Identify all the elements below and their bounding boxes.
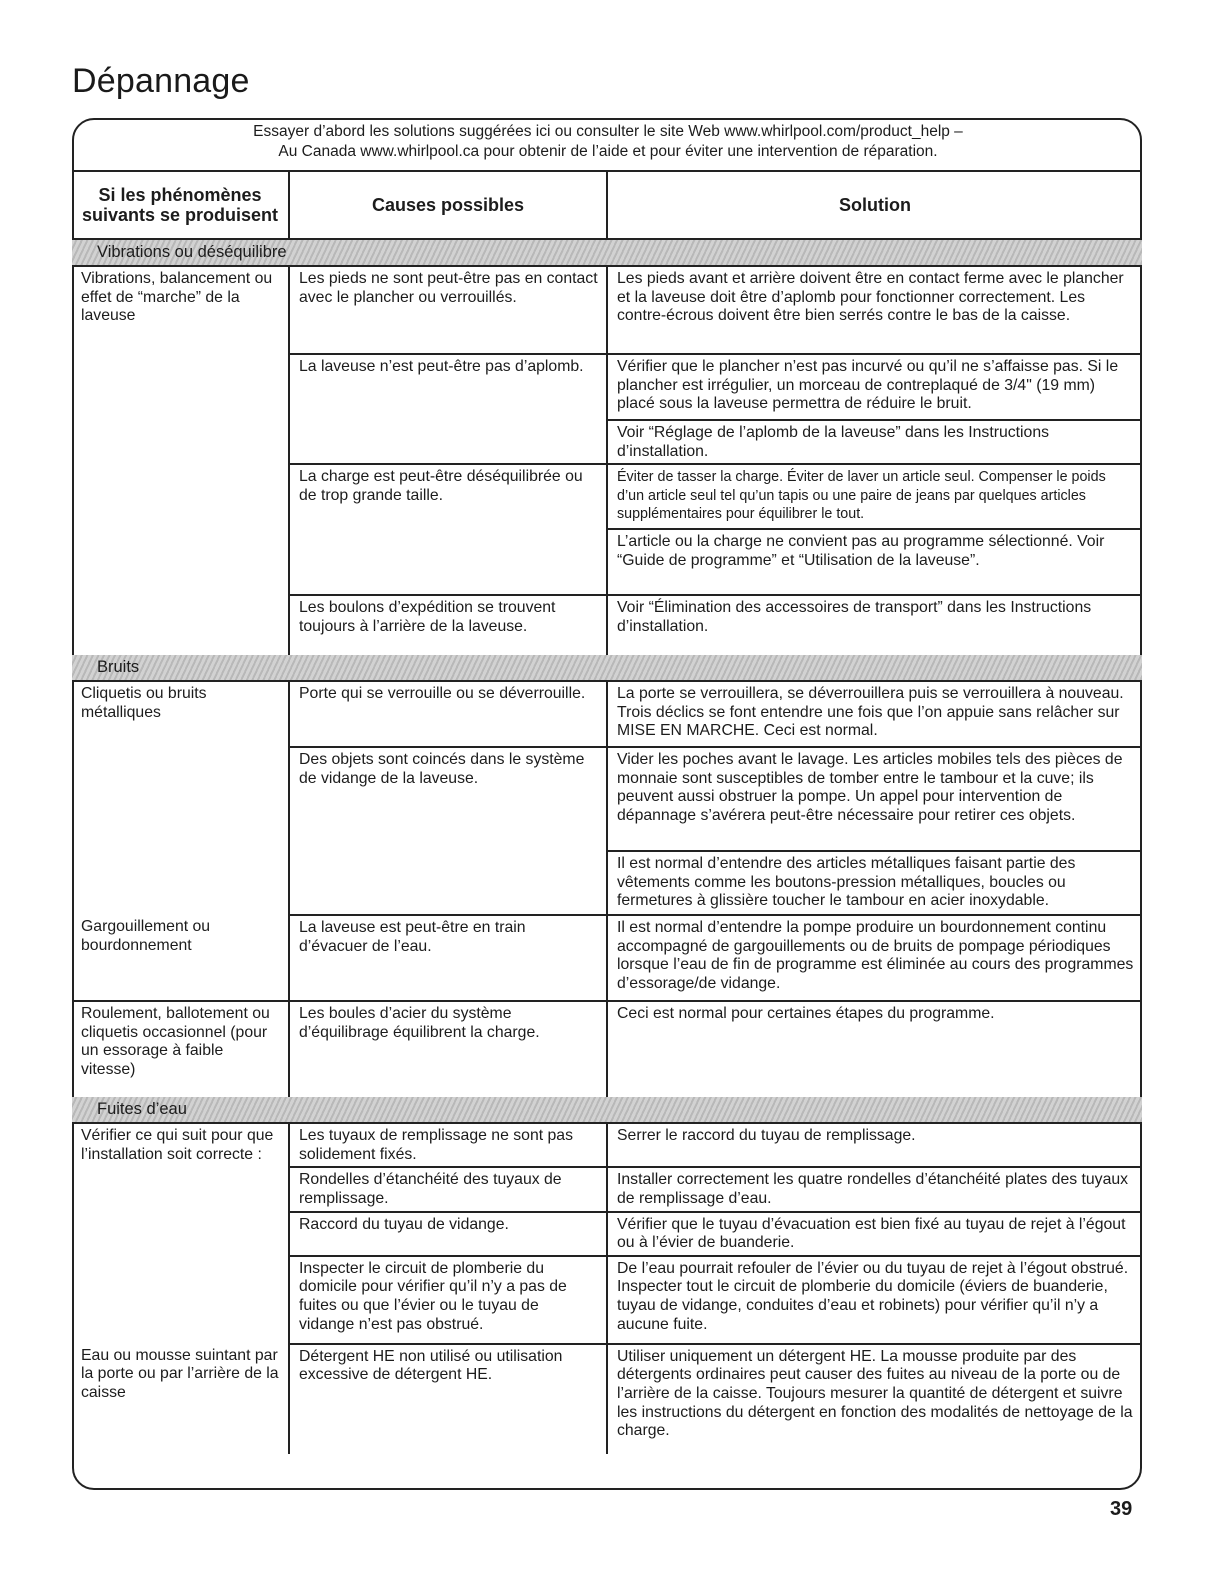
cause-cell: Inspecter le circuit de plomberie du domicile pour vérifier qu’il n’y a pas de fuites ou que l’évier ou le tuyau de vidange n’est pas obstrué. bbox=[289, 1256, 607, 1344]
symptom-cell: Cliquetis ou bruits métalliques bbox=[72, 681, 289, 915]
header-solution: Solution bbox=[607, 171, 1142, 239]
header-cause: Causes possibles bbox=[289, 171, 607, 239]
solution-cell: Utiliser uniquement un détergent HE. La mousse produite par des détergents ordinaires peut causer des fuites au niveau de la porte ou de l’arrière de la caisse. Toujours mesurer la quantité de détergent et suivre les instructions du détergent en fonction des modalités de nettoyage de la charge. bbox=[617, 1347, 1133, 1440]
table-row bbox=[72, 1344, 1142, 1454]
section-title-vibrations: Vibrations ou déséquilibre bbox=[72, 239, 1142, 266]
cause-cell: Porte qui se verrouille ou se déverrouille. bbox=[289, 681, 607, 747]
solution-cell: Installer correctement les quatre rondelles d’étanchéité plates des tuyaux de remplissage d’eau. bbox=[607, 1167, 1142, 1211]
cause-cell: Des objets sont coincés dans le système de vidange de la laveuse. bbox=[289, 747, 607, 915]
page-number: 39 bbox=[1110, 1498, 1133, 1520]
symptom-cell: Gargouillement ou bourdonnement bbox=[72, 915, 289, 1001]
cause-cell: Rondelles d’étanchéité des tuyaux de remplissage. bbox=[289, 1167, 607, 1211]
cause-cell: Les boulons d’expédition se trouvent toujours à l’arrière de la laveuse. bbox=[289, 595, 607, 655]
table-row bbox=[72, 1123, 1142, 1167]
solution-cell: Les pieds avant et arrière doivent être en contact ferme avec le plancher et la laveuse doit être d’aplomb pour fonctionner correctement. Les contre-écrous doivent être bien serrés contre le bas de la caisse. bbox=[607, 266, 1142, 354]
cause-cell: Les pieds ne sont peut-être pas en contact avec le plancher ou verrouillés. bbox=[289, 266, 607, 354]
header-symptom: Si les phénomènes suivants se produisent bbox=[72, 171, 289, 239]
symptom-cell: Eau ou mousse suintant par la porte ou par l’arrière de la caisse bbox=[72, 1344, 289, 1454]
troubleshooting-table bbox=[72, 170, 1142, 1454]
solution-cell: Voir “Réglage de l’aplomb de la laveuse” dans les Instructions d’installation. bbox=[607, 420, 1142, 464]
solution-cell: L’article ou la charge ne convient pas au programme sélectionné. Voir “Guide de programme” et “Utilisation de la laveuse”. bbox=[607, 529, 1142, 595]
cause-cell: La charge est peut-être déséquilibrée ou de trop grande taille. bbox=[289, 464, 607, 595]
table-header-row bbox=[72, 171, 1142, 239]
cause-cell: Les boules d’acier du système d’équilibrage équilibrent la charge. bbox=[289, 1001, 607, 1097]
section-title-fuites: Fuites d’eau bbox=[72, 1097, 1142, 1123]
intro-line-1: Essayer d’abord les solutions suggérées ici ou consulter le site Web www.whirlpool.com/product_help – bbox=[253, 123, 963, 140]
solution-cell: Serrer le raccord du tuyau de remplissage. bbox=[607, 1123, 1142, 1167]
section-header-row bbox=[72, 1097, 1142, 1123]
solution-cell: Vider les poches avant le lavage. Les articles mobiles tels des pièces de monnaie sont susceptibles de tomber entre le tambour et la cuve; ils peuvent aussi obstruer la pompe. Un appel pour intervention de dépannage s’avérera peut-être nécessaire pour retirer ces objets. bbox=[607, 747, 1142, 851]
solution-cell: Il est normal d’entendre des articles métalliques faisant partie des vêtements comme les boutons-pression métalliques, boucles ou fermetures à glissière toucher le tambour en acier inoxydable. bbox=[607, 851, 1142, 915]
solution-cell: Ceci est normal pour certaines étapes du programme. bbox=[617, 1005, 995, 1023]
section-header-row bbox=[72, 655, 1142, 681]
cause-cell: La laveuse n’est peut-être pas d’aplomb. bbox=[289, 354, 607, 464]
intro-line-2: Au Canada www.whirlpool.ca pour obtenir de l’aide et pour éviter une intervention de réparation. bbox=[278, 143, 938, 160]
solution-cell: La porte se verrouillera, se déverrouillera puis se verrouillera à nouveau. Trois déclics se font entendre une fois que l’on appuie sans relâcher sur MISE EN MARCHE. Ceci est normal. bbox=[607, 681, 1142, 747]
table-row bbox=[72, 915, 1142, 1001]
cause-cell: Détergent HE non utilisé ou utilisation excessive de détergent HE. bbox=[289, 1344, 607, 1454]
table-row bbox=[72, 1001, 1142, 1097]
symptom-cell: Vérifier ce qui suit pour que l’installation soit correcte : bbox=[72, 1123, 289, 1344]
solution-cell: Il est normal d’entendre la pompe produire un bourdonnement continu accompagné de gargouillements ou de bruits de pompage périodiques lorsque l’eau de fin de programme est éliminée au cours des programmes d’essorage/de vidange. bbox=[607, 915, 1142, 1001]
page-title: Dépannage bbox=[72, 62, 250, 100]
solution-cell: Vérifier que le plancher n’est pas incurvé ou qu’il ne s’affaisse pas. Si le plancher est irrégulier, un morceau de contreplaqué de 3/4" (19 mm) placé sous la laveuse permettra de réduire le bruit. bbox=[607, 354, 1142, 420]
table-row bbox=[72, 681, 1142, 747]
solution-cell: Éviter de tasser la charge. Éviter de laver un article seul. Compenser le poids d’un article seul tel qu’un tapis ou une paire de jeans par quelques articles supplémentaires pour équilibrer le tout. bbox=[607, 464, 1142, 529]
cause-cell: Raccord du tuyau de vidange. bbox=[289, 1212, 607, 1256]
section-title-bruits: Bruits bbox=[72, 655, 1142, 681]
cause-cell: Les tuyaux de remplissage ne sont pas solidement fixés. bbox=[289, 1123, 607, 1167]
table-row bbox=[72, 266, 1142, 354]
intro-text bbox=[80, 122, 1136, 162]
solution-cell: Vérifier que le tuyau d’évacuation est bien fixé au tuyau de rejet à l’égout ou à l’évier de buanderie. bbox=[607, 1212, 1142, 1256]
section-header-row bbox=[72, 239, 1142, 266]
solution-cell: De l’eau pourrait refouler de l’évier ou du tuyau de rejet à l’égout obstrué. Inspecter tout le circuit de plomberie du domicile (éviers de buanderie, tuyau de vidange, conduites d’eau et robinets) pour vérifier qu’il n’y a aucune fuite. bbox=[607, 1256, 1142, 1344]
solution-cell: Voir “Élimination des accessoires de transport” dans les Instructions d’installation. bbox=[617, 599, 1092, 635]
symptom-cell: Roulement, ballotement ou cliquetis occasionnel (pour un essorage à faible vitesse) bbox=[72, 1001, 289, 1097]
cause-cell: La laveuse est peut-être en train d’évacuer de l’eau. bbox=[289, 915, 607, 1001]
symptom-cell: Vibrations, balancement ou effet de “marche” de la laveuse bbox=[72, 266, 289, 655]
